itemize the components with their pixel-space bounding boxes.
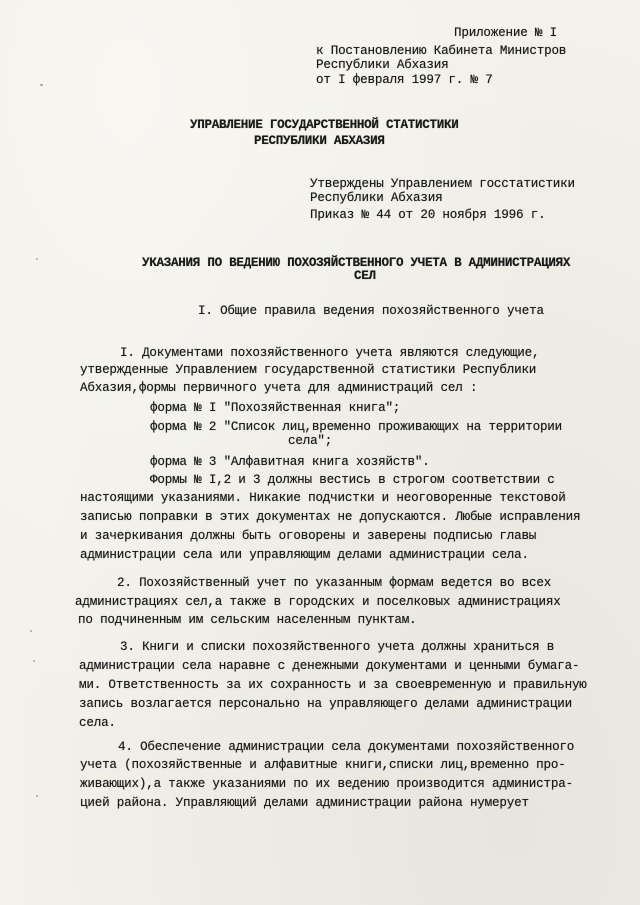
body-line: I. Документами похозяйственного учета являются следующие, xyxy=(120,346,540,360)
scan-speck xyxy=(36,795,38,797)
document-title-line2: СЕЛ xyxy=(354,269,376,283)
body-line: Абхазия,формы первичного учета для администраций сел : xyxy=(80,381,478,395)
body-line: форма № 3 "Алфавитная книга хозяйств". xyxy=(150,455,430,469)
body-line: Формы № I,2 и 3 должны вестись в строгом соответствии с xyxy=(150,473,555,487)
body-line: села. xyxy=(79,716,116,730)
body-line: запись возлагается персонально на управляющего делами администрации xyxy=(79,697,572,711)
organization-name-line2: РЕСПУБЛИКИ АБХАЗИЯ xyxy=(254,134,385,148)
scan-speck xyxy=(41,84,43,86)
body-line: по подчиненным им сельским населенным пунктам. xyxy=(78,613,417,627)
resolution-reference-line1: к Постановлению Кабинета Министров xyxy=(316,44,567,58)
body-line: форма № 2 "Список лиц,временно проживающих на территории xyxy=(150,420,563,434)
body-line: записью поправки в этих документах не допускаются. Любые исправления xyxy=(80,510,581,524)
scan-speck xyxy=(30,630,32,632)
body-line: цией района. Управляющий делами администрации района нумерует xyxy=(80,796,529,810)
body-line: 4. Обеспечение администрации села документами похозяйственного xyxy=(118,740,575,754)
body-line: и зачеркивания должны быть оговорены и заверены подписью главы xyxy=(80,529,537,543)
body-line: живающих),а также указаниями по их ведению производится администра- xyxy=(80,777,573,791)
section-heading: I. Общие правила ведения похозяйственного учета xyxy=(198,304,544,318)
body-line: учета (похозяйственные и алфавитные книги,списки лиц,временно про- xyxy=(80,758,566,772)
resolution-reference-line2: Республики Абхазия xyxy=(316,58,449,72)
body-line: администрациях сел,а также в городских и поселковых администрациях xyxy=(75,595,561,609)
body-line: администрации села или управляющим делами администрации села. xyxy=(80,548,529,562)
body-line: утвержденные Управлением государственной статистики Республики xyxy=(80,363,537,377)
scan-speck xyxy=(33,660,35,662)
body-line: ми. Ответственность за их сохранность и за своевременную и правильную xyxy=(79,678,587,692)
scan-speck xyxy=(36,258,38,260)
approval-line2: Республики Абхазия xyxy=(310,191,443,205)
organization-name-line1: УПРАВЛЕНИЕ ГОСУДАРСТВЕННОЙ СТАТИСТИКИ xyxy=(190,118,459,132)
body-line: администрации села наравне с денежными документами и ценными бумага- xyxy=(79,659,580,673)
body-line: настоящими указаниями. Никакие подчистки и неоговоренные текстовой xyxy=(80,491,566,505)
body-line: 2. Похозяйственный учет по указанным формам ведется во всех xyxy=(117,576,552,590)
resolution-reference-line3: от I февраля 1997 г. № 7 xyxy=(316,73,493,87)
appendix-label: Приложение № I xyxy=(454,26,558,40)
body-line: села"; xyxy=(288,434,333,448)
approval-line1: Утверждены Управлением госстатистики xyxy=(310,177,575,191)
document-title-line1: УКАЗАНИЯ ПО ВЕДЕНИЮ ПОХОЗЯЙСТВЕННОГО УЧЕТА В АДМИНИСТРАЦИЯХ xyxy=(142,256,571,270)
body-line: 3. Книги и списки похозяйственного учета должны храниться в xyxy=(120,640,555,654)
approval-order-line: Приказ № 44 от 20 ноября 1996 г. xyxy=(310,208,546,222)
body-line: форма № I "Похозяйственная книга"; xyxy=(150,401,401,415)
